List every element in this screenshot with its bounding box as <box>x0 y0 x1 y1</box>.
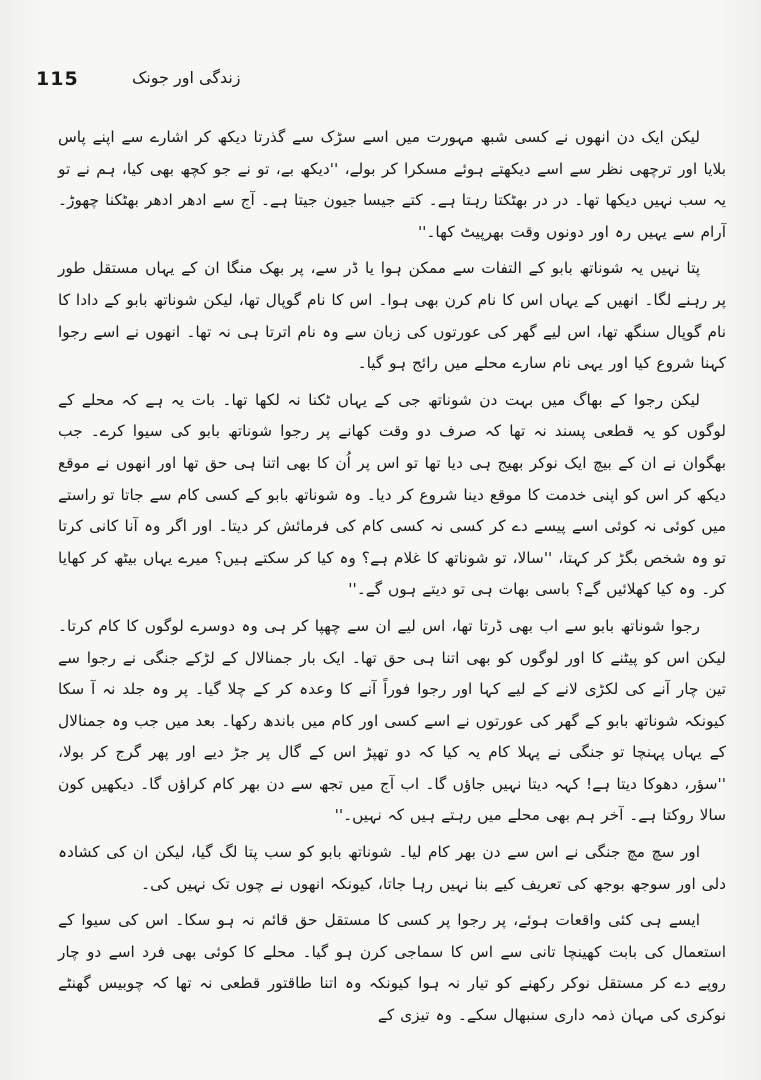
paragraph: لیکن ایک دن انھوں نے کسی شبھ مہورت میں اسے سڑک سے گذرتا دیکھ کر اشارے سے اپنے پاس بلایا اور ترچھی نظر سے اسے دیکھتے ہوئے مسکرا کر بولے، ''دیکھ بے، تو نے جو کچھ بھی کیا، ہم نے تو یہ سب نہیں دیکھا تھا۔ در در بھٹکتا رہتا ہے۔ کتے جیسا جیون جیتا ہے۔ آج سے ادھر ادھر بھٹکنا چھوڑ۔ آرام سے یہیں رہ اور دونوں وقت بھرپیٹ کھا۔'' <box>58 128 726 241</box>
page-header <box>36 68 725 96</box>
paragraph: پتا نہیں یہ شوناتھ بابو کے التفات سے ممکن ہوا یا ڈر سے، پر بھک منگا ان کے یہاں مستقل طور پر رہنے لگا۔ انھیں کے یہاں اس کا نام کرن بھی ہوا۔ اس کا نام گوپال تھا، لیکن شوناتھ بابو کے دادا کا نام گوپال سنگھ تھا، اس لیے گھر کی عورتوں کی زبان سے وہ نام اترتا ہی نہ تھا۔ انھوں نے اسے رجوا کہنا شروع کیا اور یہی نام سارے محلے میں رائج ہو گیا۔ <box>58 259 726 373</box>
paragraph: لیکن رجوا کے بھاگ میں بہت دن شوناتھ جی کے یہاں ٹکنا نہ لکھا تھا۔ بات یہ ہے کہ محلے کے لوگوں کو یہ قطعی پسند نہ تھا کہ صرف دو وقت کھانے پر رجوا شوناتھ بابو کی سیوا کرے۔ جب بھگوان نے ان کے بیچ ایک نوکر بھیج ہی دیا تھا تو اس پر اُن کا بھی اتنا ہی حق تھا اور انھوں نے موقع دیکھ کر اس کو اپنی خدمت کا موقع دینا شروع کر دیا۔ وہ شوناتھ بابو کے کسی کام سے جاتا تو راستے میں کوئی نہ کوئی اسے پیسے دے کر کسی نہ کسی کام کی فرمائش کر دیتا۔ اور اگر وہ آنا کانی کرتا تو وہ شخص بگڑ کر کہتا، ''سالا، تو شوناتھ کا غلام ہے؟ وہ کیا کر سکتے ہیں؟ میرے یہاں بیٹھ کر کھایا کر۔ وہ کیا کھلائیں گے؟ باسی بھات ہی تو دیتے ہوں گے۔'' <box>58 390 726 599</box>
paragraph: ایسے ہی کئی واقعات ہوئے، پر رجوا پر کسی کا مستقل حق قائم نہ ہو سکا۔ اس کی سیوا کے استعمال کی بابت کھینچا تانی سے اس کا سماجی کرن ہو گیا۔ محلے کا کوئی بھی فرد اسے دو چار روپے دے کر مستقل نوکر رکھنے کو تیار نہ ہوا کیونکہ وہ اتنا طاقتور قطعی نہ تھا کہ چوبیس گھنٹے نوکری کی مہان ذمہ داری سنبھال سکے۔ وہ تیزی کے <box>58 911 726 1025</box>
page-number: 115 <box>36 68 79 90</box>
paragraph: رجوا شوناتھ بابو سے اب بھی ڈرتا تھا، اس لیے ان سے چھپا کر ہی وہ دوسرے لوگوں کا کام کرتا۔ لیکن اس کو پیٹنے کا اور لوگوں کو بھی اتنا ہی حق تھا۔ ایک بار جمنالال کے لڑکے جنگی نے رجوا سے تین چار آنے کی لکڑی لانے کے لیے کہا اور رجوا فوراً آنے کا وعدہ کر کے چلا گیا۔ پر وہ جلد نہ آ سکا کیونکہ شوناتھ بابو کے گھر کی عورتوں نے اسے کسی اور کام میں باندھ رکھا۔ بعد میں جب وہ جمنالال کے یہاں پہنچا تو جنگی نے پہلا کام یہ کیا کہ دو تھپڑ اس کے گال پر جڑ دیے اور پھر گرج کر بولا، ''سؤر، دھوکا دیتا ہے! کہہ دیتا نہیں جاؤں گا۔ اب آج میں تجھ سے دن بھر کام کراؤں گا۔ دیکھیں کون سالا روکتا ہے۔ آخر ہم بھی محلے میں رہتے ہیں کہ نہیں۔'' <box>58 616 726 825</box>
body-text <box>58 122 726 1037</box>
running-title: زندگی اور جونک <box>132 68 241 87</box>
paragraph: اور سچ مچ جنگی نے اس سے دن بھر کام لیا۔ شوناتھ بابو کو سب پتا لگ گیا، لیکن ان کی کشادہ دلی اور سوجھ بوجھ کی تعریف کیے بنا نہیں رہا جاتا، کیونکہ انھوں نے چوں تک نہیں کی۔ <box>58 843 726 893</box>
